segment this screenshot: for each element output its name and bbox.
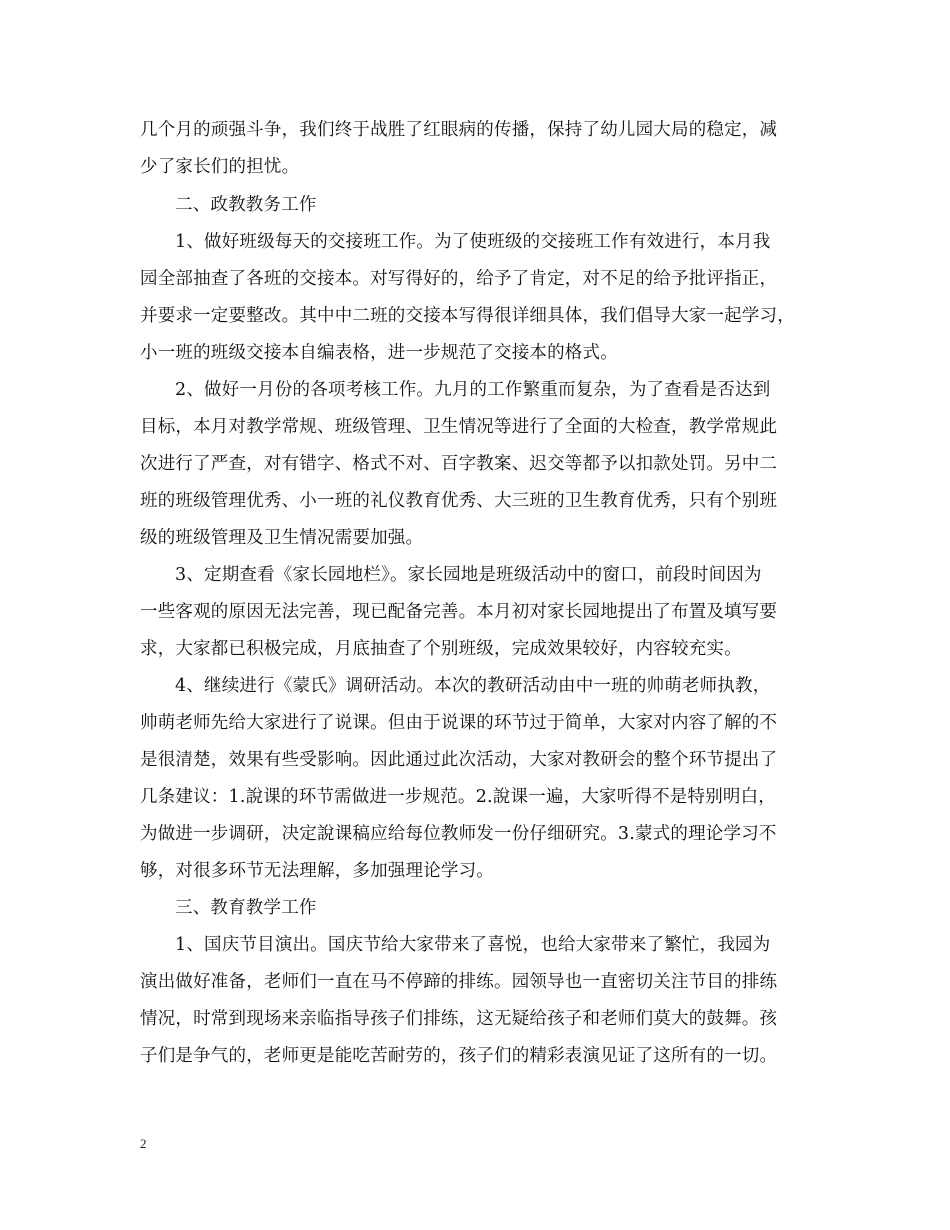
text-line: 4、继续进行《蒙氏》调研活动。本次的教研活动由中一班的帅萌老师执教， [175, 676, 771, 696]
text-line: 够，对很多环节无法理解，多加强理论学习。 [140, 861, 494, 881]
text-line: 几个月的顽强斗争，我们终于战胜了红眼病的传播，保持了幼儿园大局的稳定，减 [140, 120, 778, 140]
text-line: 班的班级管理优秀、小一班的礼仪教育优秀、大三班的卫生教育优秀，只有个别班 [140, 491, 778, 511]
text-line: 3、定期查看《家长园地栏》。家长园地是班级活动中的窗口，前段时间因为 [175, 565, 762, 585]
text-line: 演出做好准备，老师们一直在马不停蹄的排练。园领导也一直密切关注节目的排练 [140, 972, 778, 992]
text-line: 求，大家都已积极完成，月底抽查了个别班级，完成效果较好，内容较充实。 [140, 639, 742, 659]
text-line: 园全部抽查了各班的交接本。对写得好的，给予了肯定，对不足的给予批评指正， [140, 269, 778, 289]
text-line: 小一班的班级交接本自编表格，进一步规范了交接本的格式。 [140, 343, 618, 363]
text-line: 1、国庆节目演出。国庆节给大家带来了喜悦，也给大家带来了繁忙，我园为 [175, 935, 771, 955]
text-line: 1、做好班级每天的交接班工作。为了使班级的交接班工作有效进行，本月我 [175, 232, 771, 252]
text-line: 是很清楚，效果有些受影响。因此通过此次活动，大家对教研会的整个环节提出了 [140, 750, 778, 770]
text-line: 几条建议：1.說课的环节需做进一步规范。2.說课一遍，大家听得不是特别明白， [140, 787, 776, 807]
text-line: 次进行了严查，对有错字、格式不对、百字教案、迟交等都予以扣款处罚。另中二 [140, 454, 778, 474]
text-line: 为做进一步调研，决定說课稿应给每位教师发一份仔细研究。3.蒙式的理论学习不 [140, 824, 777, 844]
text-line: 子们是争气的，老师更是能吃苦耐劳的，孩子们的精彩表演见证了这所有的一切。 [140, 1046, 778, 1066]
text-line: 少了家长们的担忧。 [140, 157, 300, 177]
text-line: 级的班级管理及卫生情况需要加强。 [140, 528, 424, 548]
text-line: 一些客观的原因无法完善，现已配备完善。本月初对家长园地提出了布置及填写要 [140, 602, 778, 622]
text-line: 情况，时常到现场来亲临指导孩子们排练，这无疑给孩子和老师们莫大的鼓舞。孩 [140, 1009, 778, 1029]
text-line: 帅萌老师先给大家进行了说课。但由于说课的环节过于简单，大家对内容了解的不 [140, 713, 778, 733]
section-heading: 三、教育教学工作 [175, 898, 317, 918]
text-line: 目标，本月对教学常规、班级管理、卫生情况等进行了全面的大检查，教学常规此 [140, 417, 778, 437]
text-line: 并要求一定要整改。其中中二班的交接本写得很详细具体，我们倡导大家一起学习， [140, 306, 795, 326]
section-heading: 二、政教教务工作 [175, 195, 317, 215]
page-number: 2 [140, 1136, 147, 1151]
text-line: 2、做好一月份的各项考核工作。九月的工作繁重而复杂，为了查看是否达到 [175, 380, 771, 400]
